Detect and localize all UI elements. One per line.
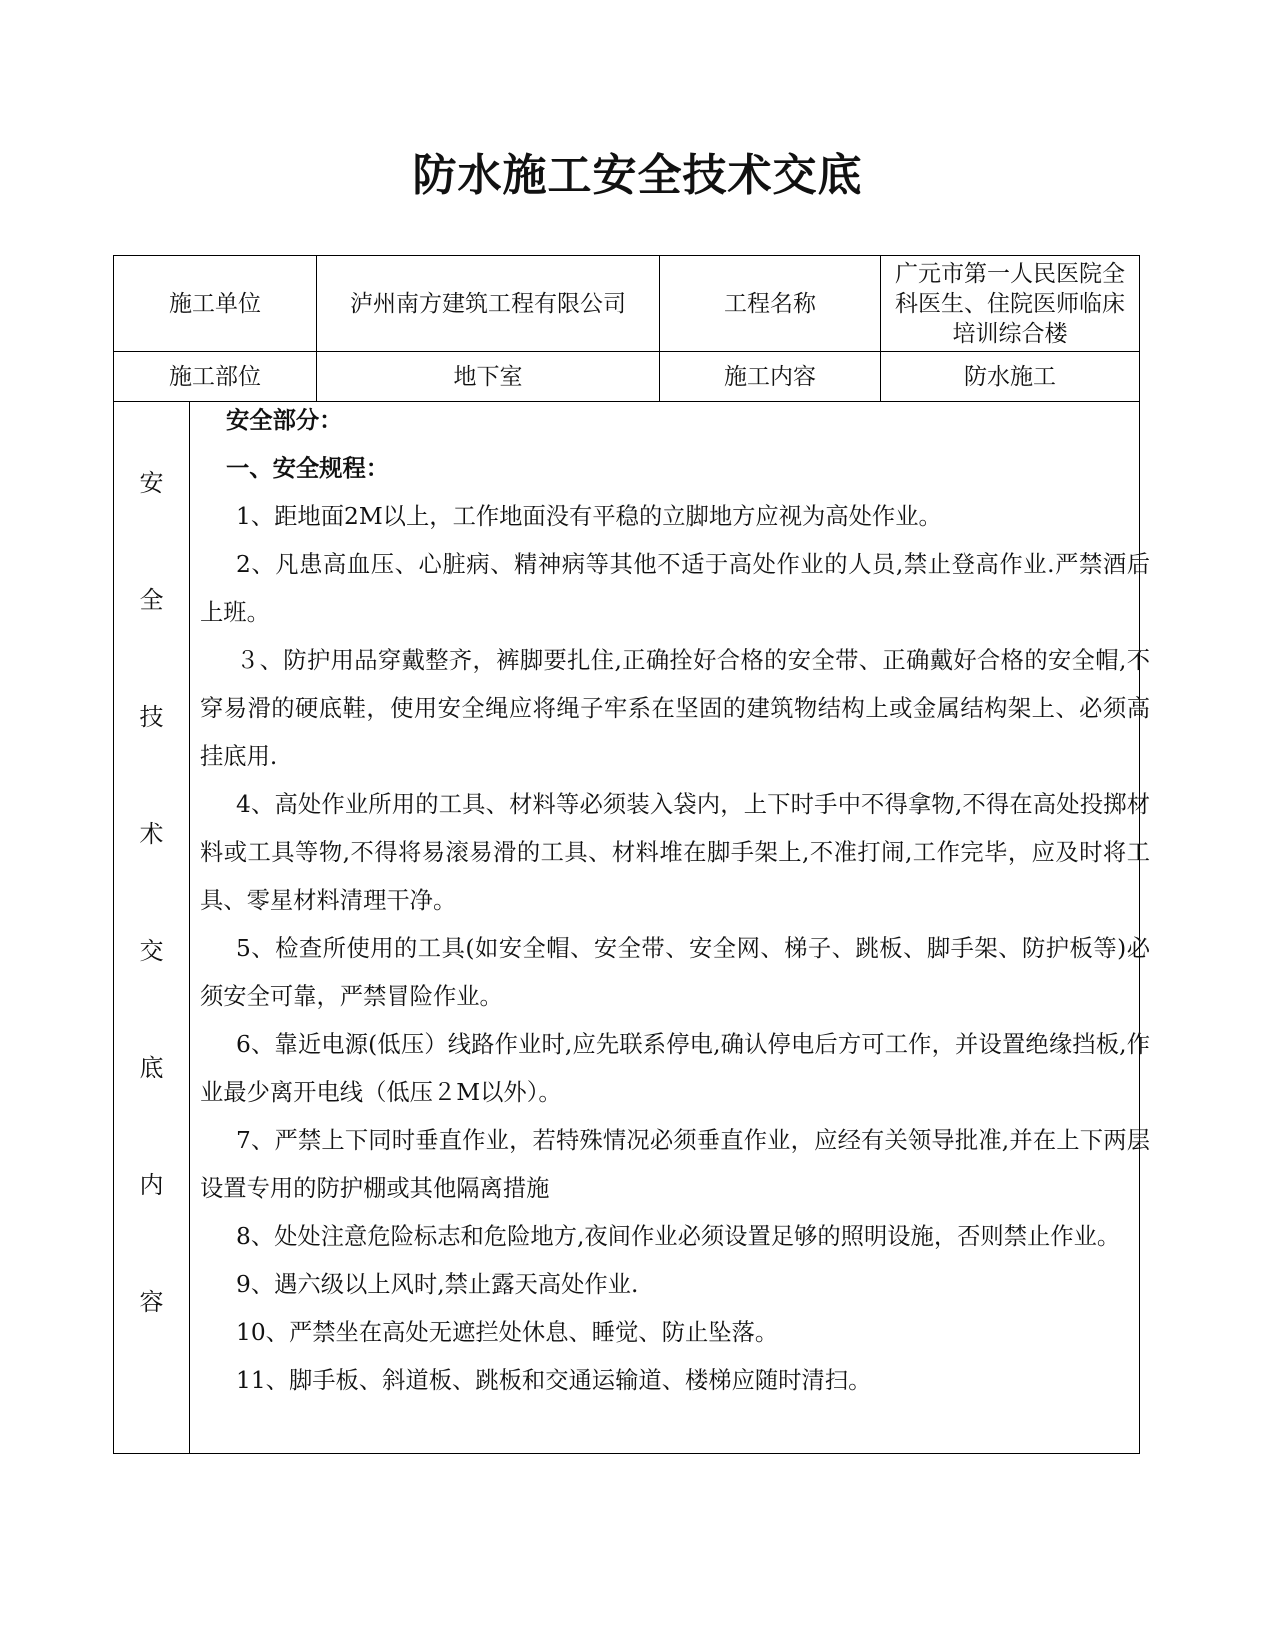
unit-value: 泸州南方建筑工程有限公司 [350,290,626,317]
project-label: 工程名称 [724,290,816,317]
part-value: 地下室 [453,363,523,390]
part-label-cell [113,351,317,402]
part-label: 施工部位 [169,363,261,390]
unit-label-cell [113,255,317,352]
rule-item: 10、严禁坐在高处无遮拦处休息、睡觉、防止坠落。 [236,1319,779,1346]
rule-item: 8、处处注意危险标志和危险地方,夜间作业必须设置足够的照明设施，否则禁止作业。 [236,1223,1121,1250]
project-value-cell [880,255,1140,352]
subsection-heading: 一、安全规程： [226,455,390,482]
content-label: 施工内容 [724,363,816,390]
side-char: 容 [139,1288,164,1316]
unit-value-cell [316,255,660,352]
rule-item: 1、距地面2M以上，工作地面没有平稳的立脚地方应视为高处作业。 [236,503,942,530]
rule-item: ３、防护用品穿戴整齐，裤脚要扎住,正确拴好合格的安全带、正确戴好合格的安全帽,不穿易滑的硬底鞋，使用安全绳应将绳子牢系在坚固的建筑物结构上或金属结构架上、必须高挂底用. [200,647,1150,770]
project-label-cell [659,255,881,352]
side-char: 安 [139,469,164,497]
rule-item: 5、检查所使用的工具(如安全帽、安全带、安全网、梯子、跳板、脚手架、防护板等)必须安全可靠，严禁冒险作业。 [200,935,1150,1010]
side-char: 术 [139,820,164,848]
rule-item: 4、高处作业所用的工具、材料等必须装入袋内，上下时手中不得拿物,不得在高处投掷材料或工具等物,不得将易滚易滑的工具、材料堆在脚手架上,不准打闹,工作完毕，应及时将工具、零星材料清理干净。 [200,791,1150,914]
side-char: 内 [139,1171,164,1199]
rule-item: 7、严禁上下同时垂直作业，若特殊情况必须垂直作业，应经有关领导批准,并在上下两层设置专用的防护棚或其他隔离措施 [200,1127,1150,1202]
content-value: 防水施工 [964,363,1056,390]
side-label-column [113,401,190,1454]
project-value: 广元市第一人民医院全科医生、住院医师临床培训综合楼 [895,260,1125,347]
side-char: 交 [139,937,164,965]
rule-item: 2、凡患高血压、心脏病、精神病等其他不适于高处作业的人员,禁止登高作业.严禁酒后上班。 [200,551,1150,626]
content-value-cell [880,351,1140,402]
body-content [200,397,1150,1405]
rule-item: 6、靠近电源(低压）线路作业时,应先联系停电,确认停电后方可工作，并设置绝缘挡板,作业最少离开电线（低压２M以外）。 [200,1031,1150,1106]
section-heading: 安全部分： [226,407,343,434]
side-char: 底 [139,1054,164,1082]
rule-item: 11、脚手板、斜道板、跳板和交通运输道、楼梯应随时清扫。 [236,1367,872,1394]
content-label-cell [659,351,881,402]
side-char: 全 [139,586,164,614]
rule-item: 9、遇六级以上风时,禁止露天高处作业. [236,1271,639,1298]
part-value-cell [316,351,660,402]
side-char: 技 [139,703,164,731]
document-title: 防水施工安全技术交底 [412,150,863,201]
unit-label: 施工单位 [169,290,261,317]
